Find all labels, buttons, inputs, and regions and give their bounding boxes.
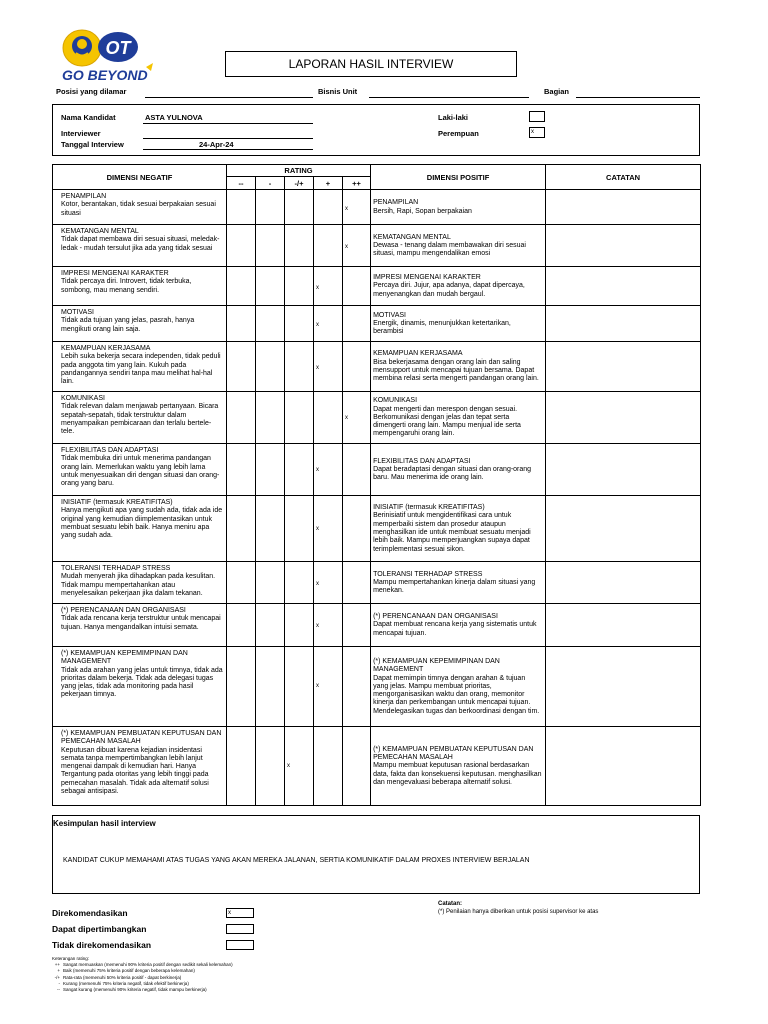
negatif-title: KOMUNIKASI [61,395,105,402]
rating-cell[interactable] [227,392,256,444]
rating-cell[interactable] [314,190,343,225]
rating-cell[interactable] [285,267,314,306]
rating-cell[interactable] [256,647,285,727]
rating-cell[interactable] [314,392,343,444]
rating-cell[interactable] [256,392,285,444]
catatan-note: (*) Penilaian hanya diberikan untuk posisi supervisor ke atas [438,909,599,915]
rating-mark: x [287,763,290,769]
rating-cell[interactable] [343,727,371,806]
positif-title: (*) KEMAMPUAN KEPEMIMPINAN DAN MANAGEMENT [373,657,500,674]
legend-sym: -- [57,987,60,993]
rating-cell[interactable] [285,190,314,225]
rating-symbol: -- [227,177,256,190]
positif-desc: Dapat mengerti dan merespon dengan sesuai. Berkomunikasi dengan jelas dan tepat serta dimengerti orang lain. Mampu menjual ide serta mempengaruhi orang lain. [373,405,521,438]
legend-title: Keterangan rating: [52,956,90,961]
positif-desc: Dapat membuat rencana kerja yang sistematis untuk mencapai tujuan. [373,621,537,637]
rating-cell[interactable] [227,190,256,225]
rec-label-1: Dapat dipertimbangkan [52,924,147,934]
rating-symbol: -/+ [285,177,314,190]
legend-text: Baik (memenuhi 75% kriteria positif dengan beberapa kelemahan) [63,968,195,974]
rating-cell[interactable] [343,444,371,496]
rating-cell[interactable] [227,496,256,562]
rating-cell[interactable] [285,604,314,647]
rating-cell[interactable] [314,225,343,267]
rating-mark: x [316,322,319,328]
positif-title: KEMAMPUAN KERJASAMA [373,350,463,358]
rating-cell[interactable] [285,342,314,392]
rec-checkbox-2[interactable] [226,940,254,950]
positif-title: PENAMPILAN [373,199,419,207]
negatif-cell [53,306,227,342]
kesimpulan-box [52,815,700,894]
rating-cell[interactable] [314,444,343,496]
rating-cell[interactable] [227,727,256,806]
rating-cell[interactable] [256,190,285,225]
negatif-cell [53,225,227,267]
page-title: LAPORAN HASIL INTERVIEW [225,51,517,77]
positif-desc: Mampu mempertahankan kinerja dalam situasi yang menekan. [373,578,536,595]
col-header-catatan: CATATAN [546,165,701,190]
tanggal-value: 24-Apr-24 [199,140,234,149]
rating-cell[interactable] [343,604,371,647]
positif-cell [371,392,546,444]
rating-cell[interactable] [227,225,256,267]
perempuan-label: Perempuan [438,129,479,138]
tanggal-field[interactable] [143,149,313,150]
rating-cell[interactable] [285,392,314,444]
negatif-desc: Lebih suka bekerja secara independen, tidak peduli pada anggota tim yang lain. Kukuh pada pandangannya sendiri tanpa mau melihat hal-hal lain. [61,353,221,386]
rating-cell[interactable] [343,190,371,225]
rating-cell[interactable] [343,647,371,727]
rating-mark: x [345,415,348,421]
interviewer-label: Interviewer [61,129,101,138]
rating-cell[interactable] [227,267,256,306]
catatan-cell[interactable] [546,496,701,562]
kesimpulan-title: Kesimpulan hasil interview [53,819,156,828]
positif-desc: Dewasa - tenang dalam membawakan diri sesuai situasi, mampu mengendalikan emosi [373,241,526,258]
nama-field[interactable] [143,123,313,124]
positif-cell [371,342,546,392]
negatif-cell [53,647,227,727]
bisnis-unit-field[interactable] [369,97,529,98]
positif-desc: Dapat memimpin timnya dengan arahan & tujuan yang jelas. Mampu membuat prioritas, mengorganisasikan waktu dan orang, memonitor kinerja dan perkembangan untuk mencapai tujuan. Mendelegasikan tugas dan berkoordinasi dengan tim. [373,674,540,715]
positif-cell [371,190,546,225]
catatan-cell[interactable] [546,190,701,225]
rating-cell[interactable] [256,306,285,342]
positif-title: IMPRESI MENGENAI KARAKTER [373,274,481,282]
rating-cell[interactable] [256,562,285,604]
logo-brand: OT [105,38,131,58]
tanggal-label: Tanggal Interview [61,140,124,149]
catatan-cell[interactable] [546,306,701,342]
rating-cell[interactable] [314,562,343,604]
table-row [53,190,701,225]
negatif-cell [53,562,227,604]
positif-cell [371,306,546,342]
table-row [53,342,701,392]
negatif-title: KEMAMPUAN KERJASAMA [61,345,151,352]
negatif-desc: Tidak relevan dalam menjawab pertanyaan. Bicara sepatah-sepatah, tidak terstruktur dalam menyampaikan pembicaraan dan terlalu bertele-tele. [61,403,219,436]
rating-cell[interactable] [256,225,285,267]
negatif-cell [53,267,227,306]
rating-cell[interactable] [227,306,256,342]
rating-mark: x [316,365,319,371]
positif-cell [371,267,546,306]
negatif-desc: Mudah menyerah jika dihadapkan pada kesulitan. Tidak mampu mempertahankan atau menyelesaikan pekerjaan jika dalam tekanan. [61,573,216,597]
positif-desc: Mampu membuat keputusan rasional berdasarkan data, fakta dan konsekuensi keputusan. menghasilkan dan mengevaluasi beberapa alternatif solusi. [373,762,542,786]
legend-text: Kurang (memenuhi 75% kriteria negatif, tidak efektif berkinerja) [63,980,189,986]
positif-title: KEMATANGAN MENTAL [373,233,451,241]
rating-cell[interactable] [343,392,371,444]
table-row [53,444,701,496]
nama-label: Nama Kandidat [61,113,116,122]
table-row [53,496,701,562]
positif-cell [371,604,546,647]
rec-label-0: Direkomendasikan [52,908,128,918]
bisnis-unit-label: Bisnis Unit [318,87,358,96]
laki-label: Laki-laki [438,113,469,122]
rating-cell[interactable] [314,496,343,562]
negatif-title: (*) KEMAMPUAN KEPEMIMPINAN DAN MANAGEMENT [61,650,188,666]
negatif-title: IMPRESI MENGENAI KARAKTER [61,270,169,277]
negatif-desc: Tidak ada tujuan yang jelas, pasrah, hanya mengikuti orang lain saja. [61,317,195,333]
rating-cell[interactable] [314,604,343,647]
rating-mark: x [316,526,319,532]
positif-desc: Berinisiatif untuk mengidentifikasi cara untuk memperbaiki sistem dan prosedur ataupun menghasilkan ide untuk membuat sesuatu menjadi lebih baik. Mampu memperjuangkan supaya dapat terimplementasi sesuai sikon. [373,512,531,553]
table-row [53,604,701,647]
positif-title: (*) PERENCANAAN DAN ORGANISASI [373,613,498,621]
rating-cell[interactable] [285,647,314,727]
negatif-title: INISIATIF (termasuk KREATIFITAS) [61,499,173,506]
positif-cell [371,225,546,267]
rating-cell[interactable] [285,496,314,562]
kesimpulan-body: KANDIDAT CUKUP MEMAHAMI ATAS TUGAS YANG AKAN MEREKA JALANAN, SERTIA KOMUNIKATIF DALAM PROXES INTERVIEW BERJALAN [63,857,530,864]
interviewer-field[interactable] [143,138,313,139]
positif-title: (*) KEMAMPUAN PEMBUATAN KEPUTUSAN DAN PEMECAHAN MASALAH [373,745,534,762]
negatif-title: TOLERANSI TERHADAP STRESS [61,565,171,572]
negatif-cell [53,496,227,562]
negatif-cell [53,727,227,806]
col-header-negatif: DIMENSI NEGATIF [53,165,227,190]
legend-item [52,987,233,993]
legend-sym: - [58,980,60,986]
rating-cell[interactable] [314,727,343,806]
table-row [53,267,701,306]
rating-cell[interactable] [314,647,343,727]
negatif-cell [53,604,227,647]
negatif-desc: Tidak ada rencana kerja terstruktur untuk mencapai tujuan. Hanya mengandalkan intuisi semata. [61,615,221,631]
negatif-title: KEMATANGAN MENTAL [61,228,139,235]
rating-cell[interactable] [285,562,314,604]
rating-cell[interactable] [227,342,256,392]
rating-cell[interactable] [343,306,371,342]
rating-cell[interactable] [343,496,371,562]
rating-cell[interactable] [256,727,285,806]
table-row [53,306,701,342]
rating-cell[interactable] [343,225,371,267]
bagian-field[interactable] [576,97,700,98]
rating-cell[interactable] [256,604,285,647]
positif-title: TOLERANSI TERHADAP STRESS [373,570,483,578]
rating-cell[interactable] [343,342,371,392]
negatif-title: (*) KEMAMPUAN PEMBUATAN KEPUTUSAN DAN PEMECAHAN MASALAH [61,730,222,746]
rating-cell[interactable] [227,604,256,647]
col-header-rating: RATING [227,165,371,177]
rating-mark: x [316,581,319,587]
nama-value: ASTA YULNOVA [145,113,203,122]
rating-cell[interactable] [314,306,343,342]
table-row [53,392,701,444]
catatan-cell[interactable] [546,444,701,496]
bagian-label: Bagian [544,87,570,96]
rating-symbol: - [256,177,285,190]
catatan-cell[interactable] [546,342,701,392]
rating-cell[interactable] [285,306,314,342]
rating-cell[interactable] [256,342,285,392]
positif-title: FLEXIBILITAS DAN ADAPTASI [373,457,471,465]
rec-checkbox-1[interactable] [226,924,254,934]
rating-cell[interactable] [256,267,285,306]
table-row [53,727,701,806]
legend-text: Rata-rata (memenuhi 50% kriteria positif - dapat berkinerja) [63,974,182,980]
rating-mark: x [345,244,348,250]
rating-symbol: + [314,177,343,190]
rating-cell[interactable] [343,562,371,604]
negatif-desc: Tidak membuka diri untuk menerima pandangan orang lain. Memerlukan waktu yang lebih lama untuk menyesuaikan diri dengan situasi dan orang-orang yang baru. [61,455,220,488]
negatif-title: PENAMPILAN [61,193,107,200]
posisi-label: Posisi yang dilamar [56,87,127,96]
negatif-desc: Tidak dapat membawa diri sesuai situasi, meledak-ledak - mudah tersulut jika ada yang tidak sesuai [61,236,220,252]
legend-sym: ++ [54,962,60,968]
col-header-positif: DIMENSI POSITIF [371,165,546,190]
candidate-info [52,104,700,156]
perempuan-checkbox[interactable]: x [529,127,545,138]
laki-checkbox[interactable] [529,111,545,122]
positif-cell [371,647,546,727]
table-row [53,647,701,727]
positif-title: KOMUNIKASI [373,397,418,405]
catatan-cell[interactable] [546,562,701,604]
positif-cell [371,562,546,604]
rating-cell[interactable] [285,727,314,806]
rec-label-2: Tidak direkomendasikan [52,940,152,950]
company-logo [58,27,158,85]
negatif-desc: Keputusan dibuat karena kejadian insidentasi semata tanpa mempertimbangkan lebih lanjut mengenai dampak di kemudian hari. Hanya Tergantung pada otoritas yang lebih tinggi pada pemecahan masalah. Tidak ada alternatif solusi sebagai antisipasi. [61,746,209,796]
positif-desc: Dapat beradaptasi dengan situasi dan orang-orang baru. Mau menerima ide orang lain. [373,465,532,482]
negatif-cell [53,392,227,444]
positif-desc: Bersih, Rapi, Sopan berpakaian [373,207,472,215]
negatif-cell [53,444,227,496]
rating-cell[interactable] [343,267,371,306]
catatan-cell[interactable] [546,604,701,647]
rating-mark: x [316,683,319,689]
catatan-cell[interactable] [546,647,701,727]
table-row [53,225,701,267]
negatif-title: MOTIVASI [61,309,94,316]
negatif-desc: Tidak percaya diri. Introvert, tidak terbuka, sombong, mau menang sendiri. [61,278,192,294]
rating-cell[interactable] [256,496,285,562]
negatif-title: FLEXIBILITAS DAN ADAPTASI [61,447,159,454]
negatif-cell [53,342,227,392]
catatan-title: Catatan: [438,901,463,907]
legend-sym: -/+ [54,974,60,980]
rating-mark: x [316,285,319,291]
positif-cell [371,444,546,496]
logo-tagline: GO BEYOND [62,67,148,83]
positif-desc: Percaya diri. Jujur, apa adanya, dapat dipercaya, menyenangkan dan mudah bergaul. [373,282,525,298]
catatan-cell[interactable] [546,225,701,267]
catatan-cell[interactable] [546,392,701,444]
negatif-desc: Tidak ada arahan yang jelas untuk timnya, tidak ada prioritas dalam bekerja. Tidak ada delegasi tugas yang jelas, tidak ada monitoring pada hasil pekerjaan timnya. [61,666,223,699]
positif-cell [371,727,546,806]
rating-cell[interactable] [285,444,314,496]
positif-title: MOTIVASI [373,311,406,319]
positif-desc: Bisa bekerjasama dengan orang lain dan saling mensupport untuk mencapai tujuan bersama. Dapat membina relasi serta mengerti pandangan orang lain. [373,358,539,383]
catatan-cell[interactable] [546,727,701,806]
positif-title: INISIATIF (termasuk KREATIFITAS) [373,504,485,512]
rating-cell[interactable] [314,267,343,306]
rating-mark: x [345,206,348,212]
catatan-cell[interactable] [546,267,701,306]
negatif-title: (*) PERENCANAAN DAN ORGANISASI [61,607,186,614]
rating-cell[interactable] [227,647,256,727]
rating-cell[interactable] [256,444,285,496]
legend-sym: + [57,968,60,974]
rating-mark: x [316,467,319,473]
negatif-desc: Hanya mengikuti apa yang sudah ada, tidak ada ide original yang kemudian diimplementasikan untuk membuat sesuatu lebih baik. Hanya meniru apa yang sudah ada. [61,507,223,540]
rating-cell[interactable] [227,444,256,496]
rec-checkbox-0[interactable]: x [226,908,254,918]
table-row [53,562,701,604]
negatif-desc: Kotor, berantakan, tidak sesuai berpakaian sesuai situasi [61,201,216,217]
legend-text: Sangat kurang (memenuhi 90% kriteria negatif, tidak mampu berkinerja) [63,987,207,993]
posisi-field[interactable] [145,97,313,98]
rating-cell[interactable] [285,225,314,267]
positif-cell [371,496,546,562]
rating-cell[interactable] [227,562,256,604]
rating-mark: x [316,623,319,629]
rating-cell[interactable] [314,342,343,392]
rating-table [52,164,701,806]
rating-symbol: ++ [343,177,371,190]
rating-legend [52,956,233,993]
positif-desc: Energik, dinamis, menunjukkan ketertarikan, berambisi [373,319,511,336]
legend-text: Sangat memuaskan (memenuhi 90% kriteria positif dengan sedikit sekali kelemahan) [63,962,233,968]
negatif-cell [53,190,227,225]
